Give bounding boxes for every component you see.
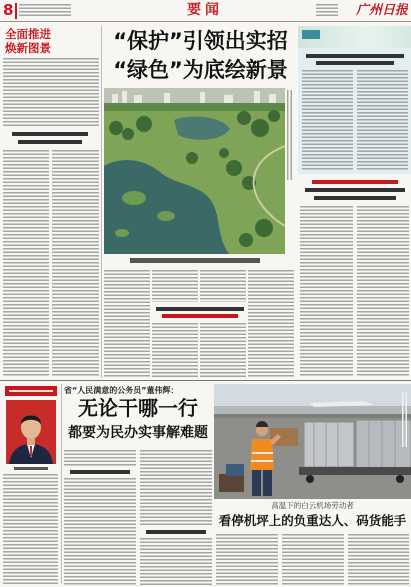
- side-article-heading-line: [312, 180, 398, 184]
- body-text-column: [200, 323, 246, 377]
- subheading-line: [70, 470, 130, 474]
- page-number-rule: [15, 3, 17, 19]
- body-text-column: [357, 206, 409, 377]
- main-headline-line-2: “绿色”为底绘新景: [113, 58, 288, 82]
- section-title: 要闻: [187, 2, 223, 18]
- panel-heading-line: [306, 54, 404, 58]
- side-article-heading-line: [314, 196, 396, 200]
- masthead-date-text: [316, 4, 338, 17]
- body-text-column: [3, 58, 99, 126]
- subheading-line: [12, 132, 88, 136]
- body-text-column: [140, 450, 212, 526]
- body-text-column: [357, 70, 408, 170]
- side-heading-line: 焕新图景: [5, 41, 51, 55]
- subheading-line: [162, 314, 238, 318]
- body-text-column: [3, 150, 49, 376]
- side-article-heading-line: [305, 188, 405, 192]
- body-text-column: [64, 450, 136, 466]
- body-text-column: [248, 270, 294, 377]
- subheading-line: [18, 140, 82, 144]
- airport-kicker: 高温下的白云机场劳动者: [271, 501, 354, 510]
- body-text-column: [282, 534, 344, 585]
- body-text-column: [140, 538, 212, 585]
- wetland-aerial-image: [104, 88, 285, 254]
- body-text-column: [3, 474, 58, 585]
- sidebar-panel-tag: [302, 30, 320, 39]
- column-divider: [101, 26, 102, 378]
- portrait-image: [6, 400, 56, 464]
- body-text-column: [64, 478, 136, 585]
- body-text-column: [300, 206, 353, 377]
- story-headline-line-2: 都要为民办实事解难题: [68, 425, 208, 441]
- body-text-column: [216, 534, 278, 585]
- airport-headline: 看停机坪上的负重达人、码货能手: [218, 513, 407, 528]
- side-heading: [5, 27, 97, 55]
- portrait-photo: [6, 400, 56, 464]
- airport-worker-image: [214, 384, 411, 499]
- story-headline-line-1: 无论干哪一行: [78, 396, 198, 420]
- subheading-line: [146, 530, 206, 534]
- wetland-aerial-photo: [104, 88, 285, 254]
- section-divider: [0, 380, 411, 381]
- body-text-column: [152, 270, 198, 302]
- story-kicker: 省“人民满意的公务员”董伟辉：: [64, 386, 179, 395]
- masthead-logo: 广州日报: [355, 3, 408, 18]
- header-rule: [0, 21, 411, 22]
- photo-caption: [130, 258, 260, 263]
- column-tag-text: [9, 390, 53, 392]
- column-divider: [61, 384, 62, 584]
- photo-credit-vertical: [287, 90, 294, 180]
- body-text-column: [104, 270, 150, 377]
- portrait-caption: [14, 467, 48, 470]
- header-date-text: [19, 4, 71, 17]
- panel-heading-line: [316, 61, 394, 65]
- body-text-column: [52, 150, 99, 376]
- body-text-column: [152, 323, 198, 377]
- subheading-line: [156, 307, 244, 311]
- side-heading-line: 全面推进: [5, 27, 51, 41]
- photo-caption-vertical: [402, 392, 408, 447]
- body-text-column: [348, 534, 409, 585]
- body-text-column: [302, 70, 353, 170]
- main-headline-line-1: “保护”引领出实招: [113, 29, 288, 53]
- body-text-column: [200, 270, 246, 302]
- airport-worker-photo: [214, 384, 411, 499]
- page-number: 8: [3, 1, 14, 19]
